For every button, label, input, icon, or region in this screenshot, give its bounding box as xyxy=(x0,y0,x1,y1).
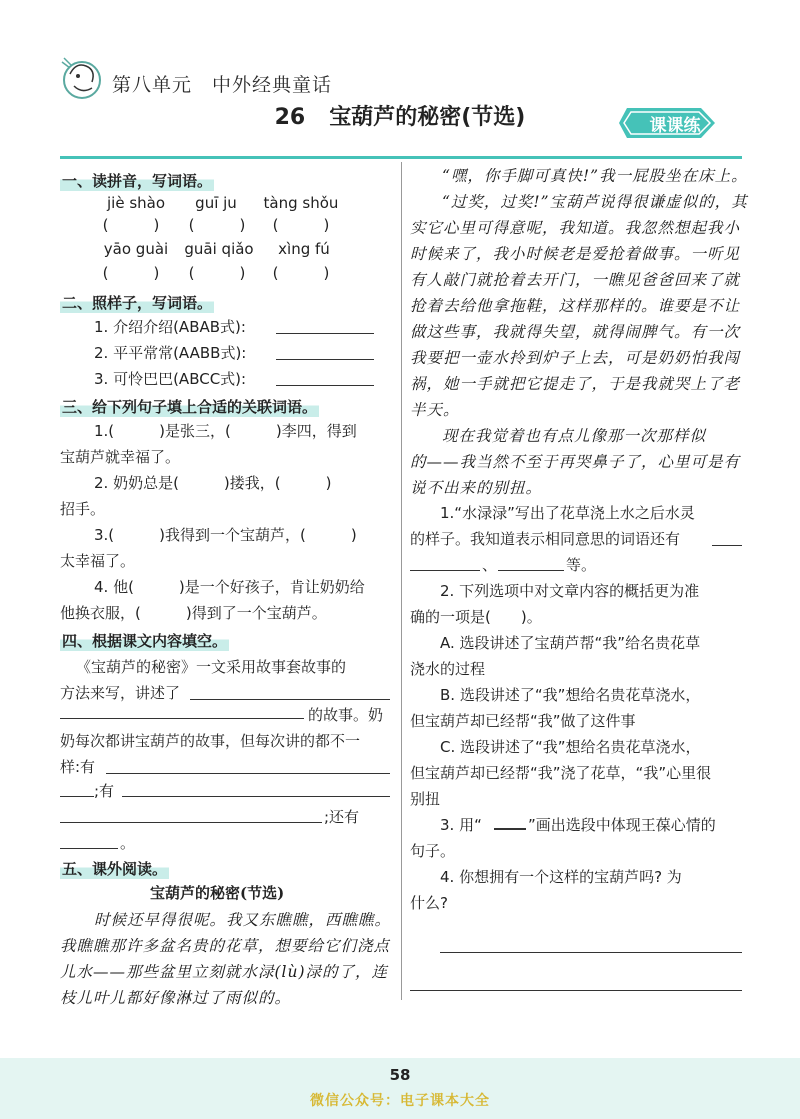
s3-q1-line1: 1.( )是张三，( )李四，得到 xyxy=(94,422,357,440)
s4-line4: 奶每次都讲宝葫芦的故事，但每次讲的都不一 xyxy=(60,732,361,750)
passage-line3: 儿水——那些盆里立刻就水渌(lù)渌的了，连 xyxy=(60,963,389,981)
pinyin-5: guāi qiǎo xyxy=(184,240,254,258)
passage-r8: 我要把一壶水拎到炉子上去，可是奶奶怕我闯 xyxy=(410,349,741,367)
q2-line1: 2. 下列选项中对文章内容的概括更为准 xyxy=(440,582,700,600)
option-b-line1[interactable]: B. 选段讲述了“我”想给名贵花草浇水， xyxy=(440,686,701,704)
q1-line2: 的样子。我知道表示相同意思的词语还有 xyxy=(410,530,681,548)
q2-line2: 确的一项是( )。 xyxy=(410,608,542,626)
pinyin-6: xìng fú xyxy=(278,240,330,258)
passage-line2: 我瞧瞧那许多盆名贵的花草，想要给它们浇点 xyxy=(60,937,391,955)
passage-r12: 的——我当然不至于再哭鼻子了，心里可是有 xyxy=(410,453,741,471)
section3-title: 三、给下列句子填上合适的关联词语。 xyxy=(62,398,318,416)
section1-title: 一、读拼音，写词语。 xyxy=(62,172,213,190)
passage-r1: “嘿，你手脚可真快!”我一屁股坐在床上。 xyxy=(442,167,748,185)
q1-sep: 、 xyxy=(482,556,498,574)
column-divider xyxy=(401,162,402,1000)
q4-answer-line-2[interactable] xyxy=(410,990,742,991)
page-number: 58 xyxy=(389,1066,411,1084)
passage-r6: 抢着去给他拿拖鞋，这样那样的。谁要是不让 xyxy=(410,297,741,315)
q3-underline-sample xyxy=(494,828,526,830)
s4-line5: 样:有 xyxy=(60,758,96,776)
q4-line1: 4. 你想拥有一个这样的宝葫芦吗? 为 xyxy=(440,868,682,886)
passage-r10: 半天。 xyxy=(410,401,460,419)
answer-box-5[interactable]: ( ) xyxy=(188,264,246,282)
pinyin-3: tàng shǒu xyxy=(263,194,339,212)
option-c-line1[interactable]: C. 选段讲述了“我”想给名贵花草浇水， xyxy=(440,738,701,756)
lesson-name: 宝葫芦的秘密(节选) xyxy=(329,105,526,130)
s2-item-3: 3. 可怜巴巴(ABCC式): xyxy=(94,370,247,388)
s4-blank-5[interactable] xyxy=(122,796,390,797)
s2-blank-2[interactable] xyxy=(276,359,374,360)
passage-line1: 时候还早得很呢。我又东瞧瞧，西瞧瞧。 xyxy=(94,911,392,929)
s4-blank-6[interactable] xyxy=(60,822,322,823)
option-b-line2: 但宝葫芦却已经帮“我”做了这件事 xyxy=(410,712,636,730)
s4-line6: ;有 xyxy=(94,782,115,800)
unit-title: 第八单元 中外经典童话 xyxy=(112,74,333,96)
answer-box-1[interactable]: ( ) xyxy=(102,216,160,234)
s4-blank-4[interactable] xyxy=(60,796,94,797)
q3-suffix: ”画出选段中体现王葆心情的 xyxy=(528,816,716,834)
s4-line7: ;还有 xyxy=(324,808,360,826)
header-divider xyxy=(60,156,742,159)
answer-box-6[interactable]: ( ) xyxy=(272,264,330,282)
s4-blank-2[interactable] xyxy=(60,718,304,719)
pinyin-1: jiè shào xyxy=(106,194,166,212)
watermark: 微信公众号：电子课本大全 xyxy=(310,1093,490,1109)
q1-end: 等。 xyxy=(566,556,597,574)
passage-r2: “过奖，过奖!”宝葫芦说得很谦虚似的，其 xyxy=(442,193,748,211)
passage-r9: 祸，她一手就把它提走了，于是我就哭上了老 xyxy=(410,375,741,393)
s3-q2-line2: 招手。 xyxy=(60,500,106,518)
s4-line2: 方法来写，讲述了 xyxy=(60,684,181,702)
option-c-line3: 别扭 xyxy=(410,790,441,808)
passage-r11: 现在我觉着也有点儿像那一次那样似 xyxy=(442,427,707,445)
s4-line3: 的故事。奶 xyxy=(308,706,384,724)
passage-r5: 有人敲门就抢着去开门，一瞧见爸爸回来了就 xyxy=(410,271,741,289)
s3-q2-line1: 2. 奶奶总是( )搂我，( ) xyxy=(94,474,332,492)
pinyin-4: yāo guài xyxy=(103,240,169,258)
answer-box-4[interactable]: ( ) xyxy=(102,264,160,282)
s2-blank-1[interactable] xyxy=(276,333,374,334)
s3-q4-line1: 4. 他( )是一个好孩子，肯让奶奶给 xyxy=(94,578,365,596)
s3-q4-line2: 他换衣服，( )得到了一个宝葫芦。 xyxy=(60,604,327,622)
s3-q1-line2: 宝葫芦就幸福了。 xyxy=(60,448,181,466)
passage-line4: 枝儿叶儿都好像淋过了雨似的。 xyxy=(60,989,292,1007)
s2-item-2: 2. 平平常常(AABB式): xyxy=(94,344,247,362)
q4-line2: 什么? xyxy=(410,894,448,912)
q4-answer-line-1[interactable] xyxy=(440,952,742,953)
s4-blank-1[interactable] xyxy=(190,699,390,700)
s2-item-1: 1. 介绍介绍(ABAB式): xyxy=(94,318,246,336)
q1-blank-3[interactable] xyxy=(498,570,564,571)
answer-box-2[interactable]: ( ) xyxy=(188,216,246,234)
lesson-number: 26 xyxy=(274,105,306,130)
s4-line1: 《宝葫芦的秘密》一文采用故事套故事的 xyxy=(76,658,347,676)
s2-blank-3[interactable] xyxy=(276,385,374,386)
q1-blank-1[interactable] xyxy=(712,545,742,546)
passage-r4: 时候来了，我小时候老是爱抢着做事。一听见 xyxy=(410,245,741,263)
q1-line1: 1.“水渌渌”写出了花草浇上水之后水灵 xyxy=(440,504,695,522)
q3-line2: 句子。 xyxy=(410,842,456,860)
answer-box-3[interactable]: ( ) xyxy=(272,216,330,234)
passage-r3: 实它心里可得意呢，我知道。我忽然想起我小 xyxy=(410,219,741,237)
q1-blank-2[interactable] xyxy=(410,570,480,571)
s3-q3-line1: 3.( )我得到一个宝葫芦，( ) xyxy=(94,526,357,544)
option-c-line2: 但宝葫芦却已经帮“我”浇了花草，“我”心里很 xyxy=(410,764,712,782)
s4-line8: 。 xyxy=(120,834,136,852)
s3-q3-line2: 太幸福了。 xyxy=(60,552,136,570)
section4-title: 四、根据课文内容填空。 xyxy=(62,632,228,650)
q3-prefix: 3. 用“ xyxy=(440,816,482,834)
s4-blank-3[interactable] xyxy=(106,773,390,774)
pinyin-2: guī ju xyxy=(195,194,237,212)
option-a-line1[interactable]: A. 选段讲述了宝葫芦帮“我”给名贵花草 xyxy=(440,634,701,652)
passage-r13: 说不出来的别扭。 xyxy=(410,479,543,497)
unit-logo-icon xyxy=(56,52,108,104)
s4-blank-7[interactable] xyxy=(60,848,118,849)
passage-r7: 做这些事，我就得失望，就得闹脾气。有一次 xyxy=(410,323,741,341)
section2-title: 二、照样子，写词语。 xyxy=(62,294,213,312)
passage-title: 宝葫芦的秘密(节选) xyxy=(150,884,285,902)
badge-label: 课课练 xyxy=(649,116,701,136)
option-a-line2: 浇水的过程 xyxy=(410,660,486,678)
section5-title: 五、课外阅读。 xyxy=(62,860,168,878)
